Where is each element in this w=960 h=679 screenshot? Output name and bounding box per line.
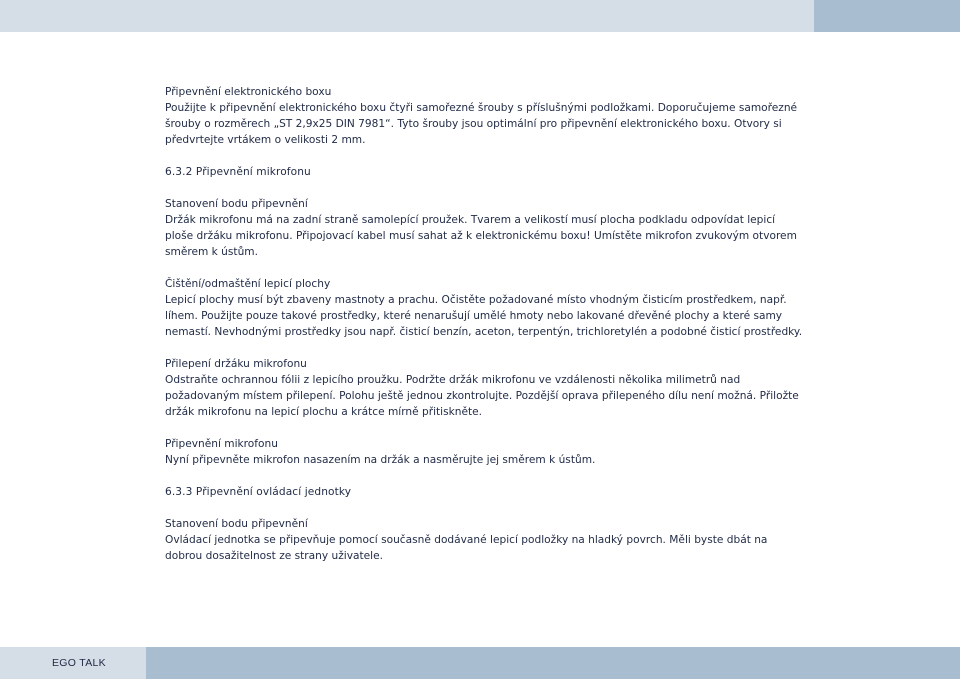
- mic-cleaning-section: [165, 276, 805, 340]
- mic-gluing-title: Přilepení držáku mikrofonu: [165, 358, 307, 370]
- footer-label: EGO TALK: [52, 657, 106, 669]
- header-accent: [814, 0, 960, 32]
- intro-body: Použijte k připevnění elektronického boxu čtyři samořezné šrouby s příslušnými podložkami. Doporučujeme samořezné šrouby o rozměrech „ST 2,9x25 DIN 7981“. Tyto šrouby jsou optimální pro připevnění elektronického boxu. Otvory si předvrtejte vrtákem o velikosti 2 mm.: [165, 102, 798, 146]
- mic-gluing-body: Odstraňte ochrannou fólii z lepicího proužku. Podržte držák mikrofonu ve vzdálenosti několika milimetrů nad požadovaným místem přilepení. Polohu ještě jednou zkontrolujte. Pozdější oprava přilepeného dílu není možná. Přiložte držák mikrofonu na lepicí plochu a krátce mírně přitiskněte.: [165, 374, 799, 418]
- section-heading-mic: 6.3.2 Připevnění mikrofonu: [165, 166, 311, 178]
- intro-title: Připevnění elektronického boxu: [165, 86, 332, 98]
- control-point-section: [165, 516, 805, 564]
- mic-attach-body: Nyní připevněte mikrofon nasazením na držák a nasměrujte jej směrem k ústům.: [165, 454, 596, 466]
- mic-cleaning-title: Čištění/odmaštění lepicí plochy: [165, 278, 331, 290]
- intro-section: [165, 84, 805, 148]
- mic-point-title: Stanovení bodu připevnění: [165, 198, 308, 210]
- mic-cleaning-body: Lepicí plochy musí být zbaveny mastnoty a prachu. Očistěte požadované místo vhodným čisticím prostředkem, např. líhem. Použijte pouze takové prostředky, které nenarušují umělé hmoty nebo lakované dřevěné plochy a které samy nemastí. Nevhodnými prostředky jsou např. čisticí benzín, aceton, terpentýn, trichloretylén a podobné čisticí prostředky.: [165, 294, 803, 338]
- mic-gluing-section: [165, 356, 805, 420]
- control-point-title: Stanovení bodu připevnění: [165, 518, 308, 530]
- control-point-body: Ovládací jednotka se připevňuje pomocí současně dodávané lepicí podložky na hladký povrch. Měli byste dbát na dobrou dosažitelnost ze strany uživatele.: [165, 534, 768, 562]
- mic-point-body: Držák mikrofonu má na zadní straně samolepící proužek. Tvarem a velikostí musí plocha podkladu odpovídat lepicí ploše držáku mikrofonu. Připojovací kabel musí sahat až k elektronickému boxu! Umístěte mikrofon zvukovým otvorem směrem k ústům.: [165, 214, 797, 258]
- mic-point-section: [165, 196, 805, 260]
- mic-attach-section: [165, 436, 805, 468]
- page-content: [165, 84, 805, 580]
- section-heading-control: 6.3.3 Připevnění ovládací jednotky: [165, 486, 352, 498]
- mic-attach-title: Připevnění mikrofonu: [165, 438, 278, 450]
